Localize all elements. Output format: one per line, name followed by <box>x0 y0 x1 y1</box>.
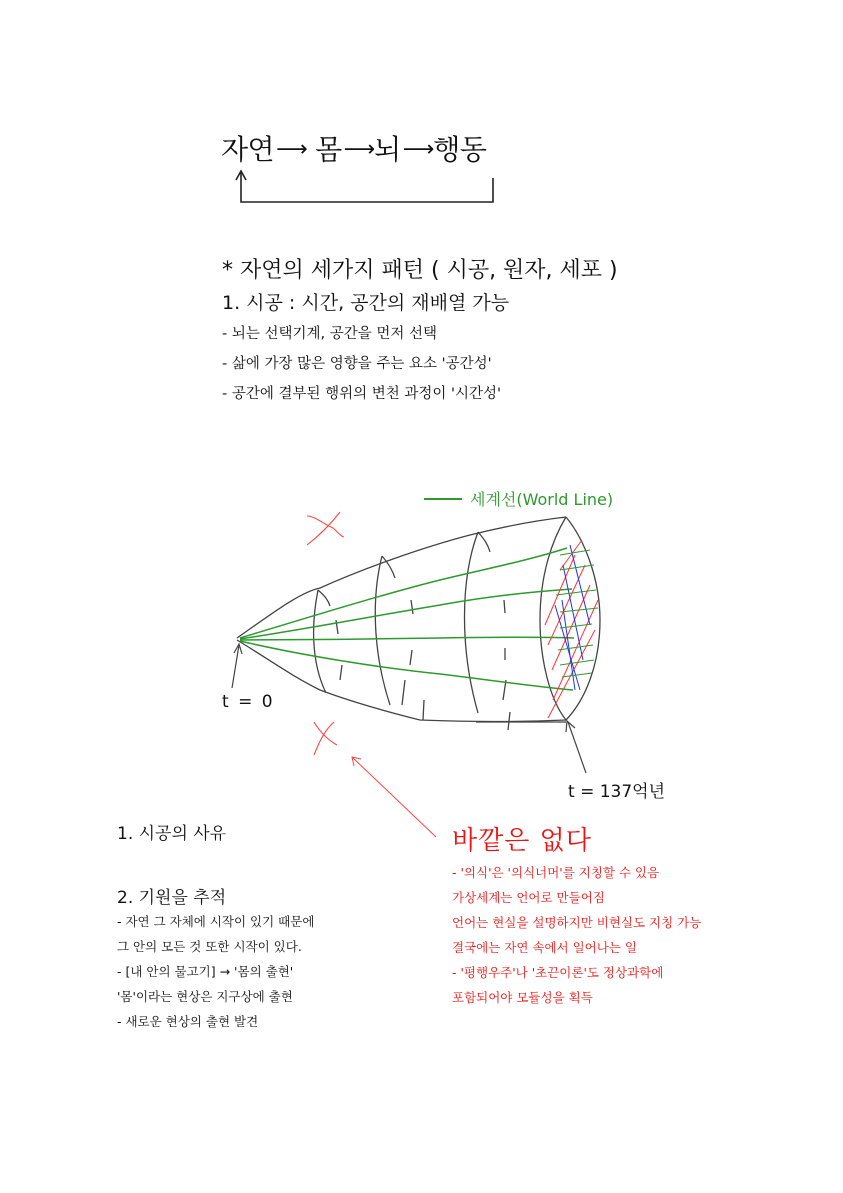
red-pointer-arrow-icon <box>352 757 436 837</box>
note-line: - 자연 그 자체에 시작이 있기 때문에 <box>117 914 315 929</box>
red-note-line: 가상세계는 언어로 만들어짐 <box>452 890 605 905</box>
red-note-line: - '평행우주'나 '초끈이론'도 정상과학에 <box>452 965 664 980</box>
arrow-right-icon: ⟶ <box>343 137 373 162</box>
red-note-line: - '의식'은 '의식너머'를 지칭할 수 있음 <box>452 865 660 880</box>
note-line: '몸'이라는 현상은 지구상에 출현 <box>117 989 293 1004</box>
arrow-right-icon: ⟶ <box>276 137 305 162</box>
section-heading-2: 2. 기원을 추적 <box>117 888 227 908</box>
end-face-hatch <box>545 540 598 718</box>
legend-line-icon <box>424 498 462 500</box>
pattern-bullet: - 삶에 가장 많은 영향을 주는 요소 '공간성' <box>222 356 492 372</box>
no-outside-title: 바깥은 없다 <box>452 826 592 856</box>
red-note-line: 언어는 현실을 설명하지만 비현실도 지칭 가능 <box>452 915 702 930</box>
world-line-legend <box>424 487 613 510</box>
flow-node-body: 몸 <box>315 133 342 166</box>
pattern-bullet: - 뇌는 선택기계, 공간을 먼저 선택 <box>222 326 437 342</box>
note-line: - 새로운 현상의 출현 발견 <box>117 1014 259 1029</box>
t137-pointer-arrow-icon <box>566 721 586 773</box>
red-note-line: 결국에는 자연 속에서 일어나는 일 <box>452 940 637 955</box>
pattern-heading: * 자연의 세가지 패턴 ( 시공, 원자, 세포 ) <box>222 258 618 283</box>
start-time-label: t = 0 <box>222 692 275 712</box>
note-line: - [내 안의 물고기] → '몸의 출현' <box>117 964 294 979</box>
world-lines <box>240 548 574 690</box>
feedback-loop-arrow-icon <box>236 171 493 202</box>
pattern-bullet: - 공간에 결부된 행위의 변천 과정이 '시간성' <box>222 386 501 402</box>
end-time-label: t = 137억년 <box>568 782 666 802</box>
red-note-line: 포함되어야 모듈성을 획득 <box>452 990 593 1005</box>
flow-node-action: 행동 <box>433 133 487 166</box>
red-x-mark-icon <box>307 512 344 545</box>
spacetime-subheading: 1. 시공 : 시간, 공간의 재배열 가능 <box>222 292 510 314</box>
legend-label: 세계선(World Line) <box>470 490 614 509</box>
note-line: 그 안의 모든 것 또한 시작이 있다. <box>117 939 302 954</box>
flow-node-nature: 자연 <box>221 133 275 166</box>
arrow-right-icon: ⟶ <box>402 137 432 162</box>
section-heading-1: 1. 시공의 사유 <box>117 824 227 844</box>
t0-pointer-arrow-icon <box>232 644 242 688</box>
red-x-mark-icon <box>314 722 337 755</box>
flow-node-brain: 뇌 <box>374 133 401 166</box>
